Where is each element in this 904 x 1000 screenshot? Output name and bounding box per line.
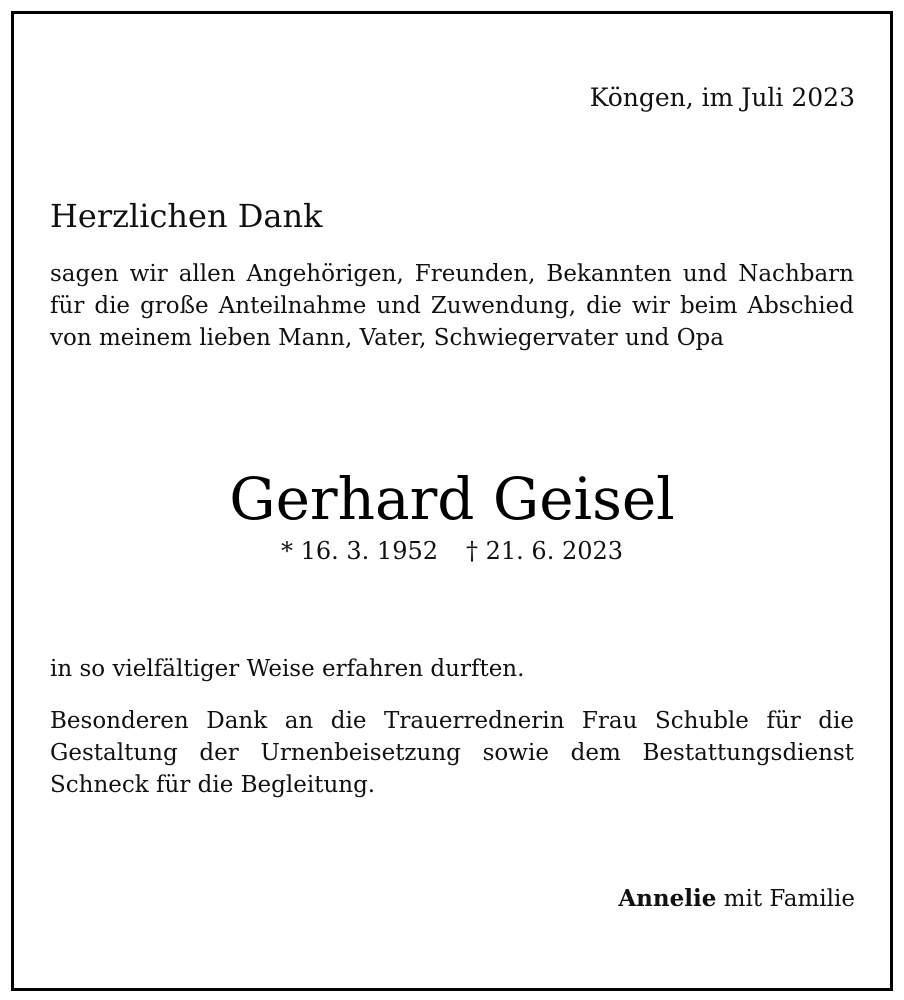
birth-date: * 16. 3. 1952 — [280, 537, 438, 565]
thanks-paragraph: Besonderen Dank an die Trauerrednerin Frau Schuble für die Gestaltung der Urnenbeisetzung sowie dem Bestattungsdienst Schneck für die Begleitung. — [50, 708, 854, 798]
closing-paragraph: in so vielfältiger Weise erfahren durften. — [50, 656, 525, 682]
signature — [618, 884, 855, 914]
intro-paragraph: sagen wir allen Angehörigen, Freunden, Bekannten und Nachbarn für die große Anteilnahme und Zuwendung, die wir beim Abschied von meinem lieben Mann, Vater, Schwiegervater und Opa — [50, 261, 854, 351]
signature-suffix: mit Familie — [723, 886, 855, 912]
place-date: Köngen, im Juli 2023 — [589, 83, 855, 112]
deceased-name: Gerhard Geisel — [229, 465, 675, 533]
life-dates — [0, 536, 904, 566]
signature-name: Annelie — [618, 885, 717, 912]
death-date: † 21. 6. 2023 — [466, 537, 624, 565]
notice-heading: Herzlichen Dank — [50, 197, 323, 235]
